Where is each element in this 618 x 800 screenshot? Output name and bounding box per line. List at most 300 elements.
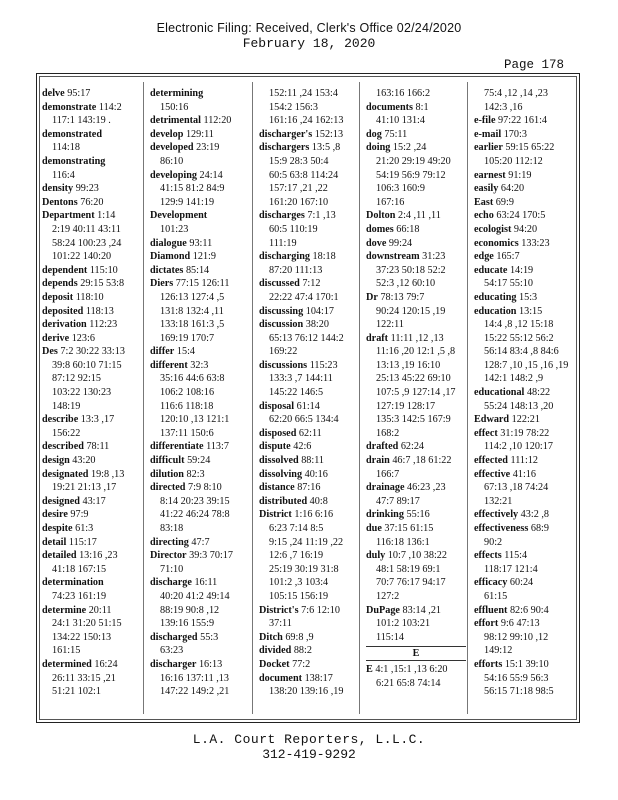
- index-term: discharger's: [259, 128, 313, 140]
- index-entry: [474, 427, 574, 441]
- index-entry: [259, 631, 359, 645]
- page-line-refs: 54:16 55:9 56:3: [484, 672, 549, 684]
- page-line-refs: 121:9: [192, 251, 216, 263]
- page-line-refs: 113:7: [206, 441, 229, 453]
- page-line-refs: 88:2: [293, 645, 312, 657]
- index-term: documents: [366, 101, 413, 113]
- page-line-refs: 118:17 121:4: [484, 563, 538, 575]
- index-term: educate: [474, 264, 508, 276]
- page-line-refs: 14:19: [509, 264, 534, 276]
- index-term: edge: [474, 251, 494, 263]
- page-line-refs: 115:23: [309, 359, 338, 371]
- page-line-refs: 82:3: [186, 468, 205, 480]
- page-line-refs: 58:24 100:23 ,24: [52, 237, 122, 249]
- page-line-refs: 116:6 118:18: [160, 400, 214, 412]
- page-line-refs: 137:11 150:6: [160, 427, 214, 439]
- index-term: dissolved: [259, 455, 299, 467]
- index-term: develop: [150, 128, 184, 140]
- index-term: effort: [474, 618, 499, 630]
- page-line-refs: 40:20 41:2 49:14: [160, 590, 230, 602]
- index-term: dove: [366, 237, 387, 249]
- index-entry: [42, 413, 142, 427]
- page-line-refs: 142:3 ,16: [484, 101, 523, 113]
- page-line-refs: 167:16: [376, 196, 405, 208]
- index-entry: [366, 522, 466, 536]
- index-term: determining: [150, 88, 204, 99]
- page-line-refs: 41:18 167:15: [52, 563, 107, 575]
- index-entry: [474, 237, 574, 251]
- page-line-refs: 128:7 ,10 ,15 ,16 ,19: [484, 359, 569, 371]
- page-line-refs: 90:24 120:15 ,19: [376, 305, 446, 317]
- index-entry: [366, 454, 466, 468]
- index-term: East: [474, 196, 494, 208]
- page-line-refs: 56:14 83:4 ,8 84:6: [484, 346, 559, 358]
- index-term: discussed: [259, 278, 300, 290]
- page-line-refs: 161:16 ,24 162:13: [269, 115, 344, 127]
- index-term: drainage: [366, 482, 405, 494]
- index-term: difficult: [150, 455, 185, 467]
- index-entry: [474, 291, 574, 305]
- index-entry: [150, 481, 250, 495]
- page-line-refs: 24:14: [199, 169, 223, 181]
- page-line-refs: 61:3: [75, 523, 94, 534]
- index-entry: [150, 549, 250, 563]
- page-line-refs: 4:1 ,15:1 ,13 6:20: [375, 664, 448, 676]
- index-entry: [150, 264, 250, 278]
- page-line-refs: 19:21 21:13 ,17: [52, 482, 117, 494]
- page-line-refs: 168:2: [376, 427, 400, 439]
- index-term: dictates: [150, 264, 184, 276]
- page-line-refs: 82:6 90:4: [509, 604, 549, 616]
- page-line-refs: 40:16: [304, 468, 328, 480]
- index-term: dog: [366, 128, 382, 140]
- index-term: Diamond: [150, 251, 191, 263]
- page-line-refs: 43:17: [82, 495, 106, 507]
- index-entry: [474, 658, 574, 672]
- index-entry: [150, 128, 250, 142]
- index-entry: [150, 277, 250, 291]
- page-line-refs: 22:22 47:4 170:1: [269, 291, 339, 303]
- page-line-refs: 37:23 50:18 52:2: [376, 264, 446, 276]
- index-term: density: [42, 183, 74, 195]
- index-entry: [42, 549, 142, 563]
- index-term: directing: [150, 536, 189, 548]
- index-term: differentiate: [150, 441, 204, 453]
- index-term: Diers: [150, 278, 174, 290]
- filing-date: February 18, 2020: [242, 36, 376, 51]
- page-line-refs: 85:14: [185, 264, 210, 276]
- index-entry: [42, 468, 142, 482]
- index-entry: [474, 264, 574, 278]
- index-term: effected: [474, 455, 508, 467]
- page-line-refs: 15:2 ,24: [392, 142, 427, 154]
- index-term: demonstrating: [42, 155, 106, 167]
- index-term: deposit: [42, 291, 74, 303]
- page-line-refs: 13:5 ,8: [311, 142, 341, 154]
- page-line-refs: 59:15 65:22: [505, 142, 555, 154]
- index-entry: [259, 141, 359, 155]
- page-line-refs: 145:22 146:5: [269, 387, 324, 399]
- page-line-refs: 6:23 7:14 8:5: [269, 523, 324, 534]
- index-entry: [366, 237, 466, 251]
- index-term: dependent: [42, 264, 88, 276]
- index-term: e-file: [474, 115, 496, 127]
- page-line-refs: 77:15 126:11: [175, 278, 230, 290]
- page-line-refs: 18:18: [312, 251, 336, 263]
- index-term: Department: [42, 210, 95, 222]
- page-line-refs: 25:19 30:19 31:8: [269, 563, 339, 575]
- page-line-refs: 133:23: [521, 237, 550, 249]
- page-line-refs: 78:13 79:7: [380, 291, 425, 303]
- index-term: effects: [474, 550, 502, 562]
- page-line-refs: 11:11 ,12 ,13: [390, 332, 444, 344]
- page-line-refs: 94:20: [513, 223, 538, 235]
- index-entry: [259, 209, 359, 223]
- page-line-refs: 68:9: [530, 523, 549, 534]
- index-entry: [474, 209, 574, 223]
- page-line-refs: 91:19: [508, 169, 532, 181]
- page-line-refs: 103:22 130:23: [52, 387, 112, 399]
- page-line-refs: 70:7 76:17 94:17: [376, 577, 446, 589]
- index-entry: [259, 495, 359, 509]
- page-line-refs: 156:22: [52, 427, 81, 439]
- index-term: e-mail: [474, 128, 502, 140]
- page-line-refs: 150:16: [160, 101, 189, 113]
- index-term: deposited: [42, 305, 84, 317]
- page-line-refs: 15:4: [176, 346, 195, 358]
- index-term: directed: [150, 482, 186, 494]
- index-entry: [366, 223, 466, 237]
- index-entry: [366, 101, 466, 115]
- page-line-refs: 46:23 ,23: [407, 482, 446, 494]
- index-term: describe: [42, 414, 79, 426]
- index-term: determined: [42, 658, 92, 670]
- index-entry: [259, 427, 359, 441]
- index-term: developing: [150, 169, 197, 181]
- index-term: effectively: [474, 509, 519, 521]
- index-entry: [42, 658, 142, 672]
- index-term: determination: [42, 577, 104, 589]
- page-line-refs: 15:1 39:10: [504, 658, 549, 670]
- index-term: drafted: [366, 441, 399, 453]
- page-line-refs: 133:18 161:3 ,5: [160, 319, 225, 331]
- index-entry: [366, 440, 466, 454]
- page-line-refs: 118:13: [85, 305, 114, 317]
- column-divider: [359, 82, 360, 714]
- index-entry: [42, 196, 142, 210]
- page-line-refs: 48:1 58:19 69:1: [376, 563, 441, 575]
- index-term: discharging: [259, 251, 310, 263]
- page-line-refs: 169:19 170:7: [160, 332, 215, 344]
- index-entry: [150, 440, 250, 454]
- page-line-refs: 9:6 47:13: [500, 618, 540, 630]
- page-line-refs: 60:5 110:19: [269, 223, 318, 235]
- page-line-refs: 7:1 ,13: [307, 210, 336, 222]
- page-line-refs: 69:9: [495, 196, 514, 208]
- index-term: domes: [366, 223, 394, 235]
- index-term: discharger: [150, 658, 197, 670]
- page-line-refs: 7:6 12:10: [301, 604, 340, 616]
- index-entry: [474, 549, 574, 563]
- page-line-refs: 107:5 ,9 127:14 ,17: [376, 387, 456, 399]
- page-line-refs: 19:8 ,13: [90, 468, 125, 480]
- index-entry: [474, 114, 574, 128]
- index-entry: [259, 508, 359, 522]
- index-entry: [150, 658, 250, 672]
- index-term: discharged: [150, 631, 198, 643]
- index-term: efficacy: [474, 577, 508, 589]
- page-line-refs: 63:24 170:5: [496, 210, 546, 222]
- page-line-refs: 101:22 140:20: [52, 251, 112, 263]
- index-entry: [474, 196, 574, 210]
- index-entry: [150, 536, 250, 550]
- page-line-refs: 111:19: [269, 237, 297, 249]
- index-term: ecologist: [474, 223, 512, 235]
- index-entry: [42, 522, 142, 536]
- reporter-name: L.A. Court Reporters, L.L.C.: [192, 732, 426, 747]
- page-line-refs: 43:2 ,8: [520, 509, 549, 521]
- page-line-refs: 105:20 112:12: [484, 155, 543, 167]
- page-line-refs: 163:16 166:2: [376, 88, 431, 99]
- page-line-refs: 13:3 ,17: [80, 414, 115, 426]
- index-entry: [366, 141, 466, 155]
- index-entry: [474, 250, 574, 264]
- page-line-refs: 88:19 90:8 ,12: [160, 604, 220, 616]
- page-line-refs: 35:16 44:6 63:8: [160, 373, 225, 385]
- index-term: Edward: [474, 414, 510, 426]
- page-line-refs: 16:11: [194, 577, 218, 589]
- index-entry: [474, 386, 574, 400]
- page-line-refs: 131:8 132:4 ,11: [160, 305, 224, 317]
- page-line-refs: 41:15 81:2 84:9: [160, 183, 225, 195]
- index-term: described: [42, 441, 84, 453]
- index-term: differ: [150, 346, 175, 358]
- index-entry: [259, 658, 359, 672]
- index-term: demonstrate: [42, 101, 97, 113]
- page-line-refs: 23:19: [196, 142, 220, 154]
- index-term: discussions: [259, 359, 308, 371]
- page-line-refs: 101:2 103:21: [376, 618, 431, 630]
- page-line-refs: 75:4 ,12 ,14 ,23: [484, 88, 548, 99]
- page-line-refs: 76:20: [80, 196, 104, 208]
- page-line-refs: 154:2 156:3: [269, 101, 318, 113]
- index-term: Director: [150, 550, 187, 562]
- page-line-refs: 138:17: [304, 672, 333, 684]
- page-line-refs: 52:3 ,12 60:10: [376, 278, 436, 290]
- column-divider: [143, 82, 144, 714]
- page-line-refs: 43:20: [72, 455, 96, 467]
- page-line-refs: 93:11: [189, 237, 213, 249]
- index-entry: [42, 264, 142, 278]
- page-line-refs: 38:20: [305, 319, 329, 331]
- page-line-refs: 152:11 ,24 153:4: [269, 88, 338, 99]
- page-line-refs: 114:2: [98, 101, 122, 113]
- page-line-refs: 1:14: [97, 210, 116, 222]
- page-line-refs: 63:23: [160, 645, 184, 657]
- index-entry: [474, 604, 574, 618]
- page-line-refs: 7:9 8:10: [188, 482, 222, 494]
- index-entry: [42, 454, 142, 468]
- index-entry: [150, 87, 250, 101]
- page-line-refs: 39:8 60:10 71:15: [52, 359, 122, 371]
- index-term: discharge: [150, 577, 192, 589]
- index-term: due: [366, 523, 382, 534]
- page-line-refs: 122:21: [511, 414, 540, 426]
- page-line-refs: 55:24 148:13 ,20: [484, 400, 554, 412]
- index-term: dissolving: [259, 468, 303, 480]
- page-line-refs: 105:15 156:19: [269, 590, 329, 602]
- page-line-refs: 123:6: [71, 332, 95, 344]
- index-term: demonstrated: [42, 128, 102, 140]
- index-entry: [42, 291, 142, 305]
- page-line-refs: 15:22 55:12 56:2: [484, 332, 554, 344]
- page-line-refs: 87:12 92:15: [52, 373, 101, 385]
- index-term: educating: [474, 291, 517, 303]
- page-line-refs: 1:16 6:16: [294, 509, 334, 521]
- index-term: District's: [259, 604, 299, 616]
- index-entry: [259, 400, 359, 414]
- page-line-refs: 114:2 ,10 120:17: [484, 441, 553, 453]
- index-entry: [366, 508, 466, 522]
- page-line-refs: 14:4 ,8 ,12 15:18: [484, 319, 554, 331]
- page-line-refs: 7:2 30:22 33:13: [60, 346, 125, 358]
- page-line-refs: 134:22 150:13: [52, 631, 112, 643]
- page-line-refs: 88:11: [301, 455, 325, 467]
- index-entry: [42, 87, 142, 101]
- index-entry: [474, 182, 574, 196]
- index-term: economics: [474, 237, 519, 249]
- index-entry: [259, 277, 359, 291]
- page-line-refs: 170:3: [503, 128, 527, 140]
- page-line-refs: 60:5 63:8 114:24: [269, 169, 339, 181]
- page-line-refs: 126:13 127:4 ,5: [160, 291, 225, 303]
- page-line-refs: 8:1: [415, 101, 429, 113]
- page-line-refs: 37:15 61:15: [384, 523, 434, 534]
- index-entry: [366, 291, 466, 305]
- index-entry: [259, 318, 359, 332]
- index-term: echo: [474, 210, 494, 222]
- page-line-refs: 114:18: [52, 142, 80, 154]
- page-line-refs: 139:16 155:9: [160, 618, 215, 630]
- page-line-refs: 41:16: [512, 468, 536, 480]
- index-entry: [42, 508, 142, 522]
- page-line-refs: 37:11: [269, 618, 292, 630]
- page-line-refs: 83:14 ,21: [402, 604, 442, 616]
- index-entry: [42, 128, 142, 142]
- page-line-refs: 106:3 160:9: [376, 183, 425, 195]
- index-term: efforts: [474, 658, 503, 670]
- page-line-refs: 74:23 161:19: [52, 590, 107, 602]
- index-term: disposal: [259, 400, 295, 412]
- index-entry: [259, 604, 359, 618]
- index-term: dispute: [259, 441, 291, 453]
- index-entry: [150, 114, 250, 128]
- index-entry: [42, 495, 142, 509]
- page-line-refs: 66:18: [396, 223, 420, 235]
- page-line-refs: 51:21 102:1: [52, 686, 101, 698]
- index-entry: [366, 604, 466, 618]
- page-line-refs: 64:20: [500, 183, 525, 195]
- index-term: E: [366, 664, 373, 676]
- page-line-refs: 148:19: [52, 400, 81, 412]
- page-line-refs: 129:11: [185, 128, 214, 140]
- index-term: earnest: [474, 169, 506, 181]
- index-term: detrimental: [150, 115, 201, 127]
- page-line-refs: 25:13 45:22 69:10: [376, 373, 451, 385]
- page-line-refs: 2:4 ,11 ,11: [397, 210, 441, 222]
- page-line-refs: 2:19 40:11 43:11: [52, 223, 121, 235]
- page-line-refs: 152:13: [314, 128, 344, 140]
- index-entry: [150, 237, 250, 251]
- index-entry: [366, 549, 466, 563]
- page-line-refs: 111:12: [510, 455, 539, 467]
- page-line-refs: 77:2: [292, 658, 311, 670]
- index-term: Des: [42, 346, 58, 358]
- index-term: divided: [259, 645, 292, 657]
- page-line-refs: 42:6: [293, 441, 312, 453]
- index-term: Ditch: [259, 631, 283, 643]
- index-entry: [150, 454, 250, 468]
- page-line-refs: 133:3 ,7 144:11: [269, 373, 333, 385]
- index-entry: [474, 169, 574, 183]
- page-line-refs: 6:21 65:8 74:14: [376, 677, 441, 689]
- page-line-refs: 8:14 20:23 39:15: [160, 495, 230, 507]
- page-line-refs: 15:3: [519, 291, 538, 303]
- page-line-refs: 127:2: [376, 590, 400, 602]
- index-term: developed: [150, 142, 194, 154]
- index-entry: [474, 128, 574, 142]
- page-line-refs: 16:13: [198, 658, 223, 670]
- page-line-refs: 83:18: [160, 523, 184, 534]
- page-line-refs: 132:21: [484, 495, 513, 507]
- index-column-5: [474, 87, 574, 699]
- index-entry: [150, 631, 250, 645]
- index-term: distributed: [259, 495, 308, 507]
- page-line-refs: 26:11 33:15 ,21: [52, 672, 116, 684]
- page-line-refs: 62:11: [298, 427, 322, 439]
- index-entry: [366, 209, 466, 223]
- page-line-refs: 54:17 55:10: [484, 278, 533, 290]
- section-letter: E: [366, 646, 466, 661]
- index-term: Dentons: [42, 196, 78, 208]
- page-line-refs: 56:15 71:18 98:5: [484, 686, 554, 698]
- page-line-refs: 157:17 ,21 ,22: [269, 183, 328, 195]
- index-entry: [42, 345, 142, 359]
- index-term: education: [474, 305, 517, 317]
- page-line-refs: 59:24: [187, 455, 211, 467]
- index-entry: [259, 468, 359, 482]
- index-entry: [366, 332, 466, 346]
- page-line-refs: 166:7: [376, 468, 400, 480]
- page-line-refs: 12:6 ,7 16:19: [269, 550, 324, 562]
- page-line-refs: 106:2 108:16: [160, 387, 215, 399]
- page-line-refs: 97:22 161:4: [498, 115, 548, 127]
- index-term: effective: [474, 468, 511, 480]
- index-term: delve: [42, 88, 65, 99]
- index-term: determine: [42, 604, 87, 616]
- index-entry: [42, 332, 142, 346]
- index-entry: [42, 182, 142, 196]
- index-term: despite: [42, 523, 73, 534]
- index-entry: [42, 576, 142, 590]
- page-line-refs: 32:3: [190, 359, 209, 371]
- page-line-refs: 16:24: [94, 658, 118, 670]
- index-entry: [42, 101, 142, 115]
- index-entry: [474, 576, 574, 590]
- page-line-refs: 13:13 ,19 16:10: [376, 359, 441, 371]
- index-term: effluent: [474, 604, 508, 616]
- page-line-refs: 101:2 ,3 103:4: [269, 577, 329, 589]
